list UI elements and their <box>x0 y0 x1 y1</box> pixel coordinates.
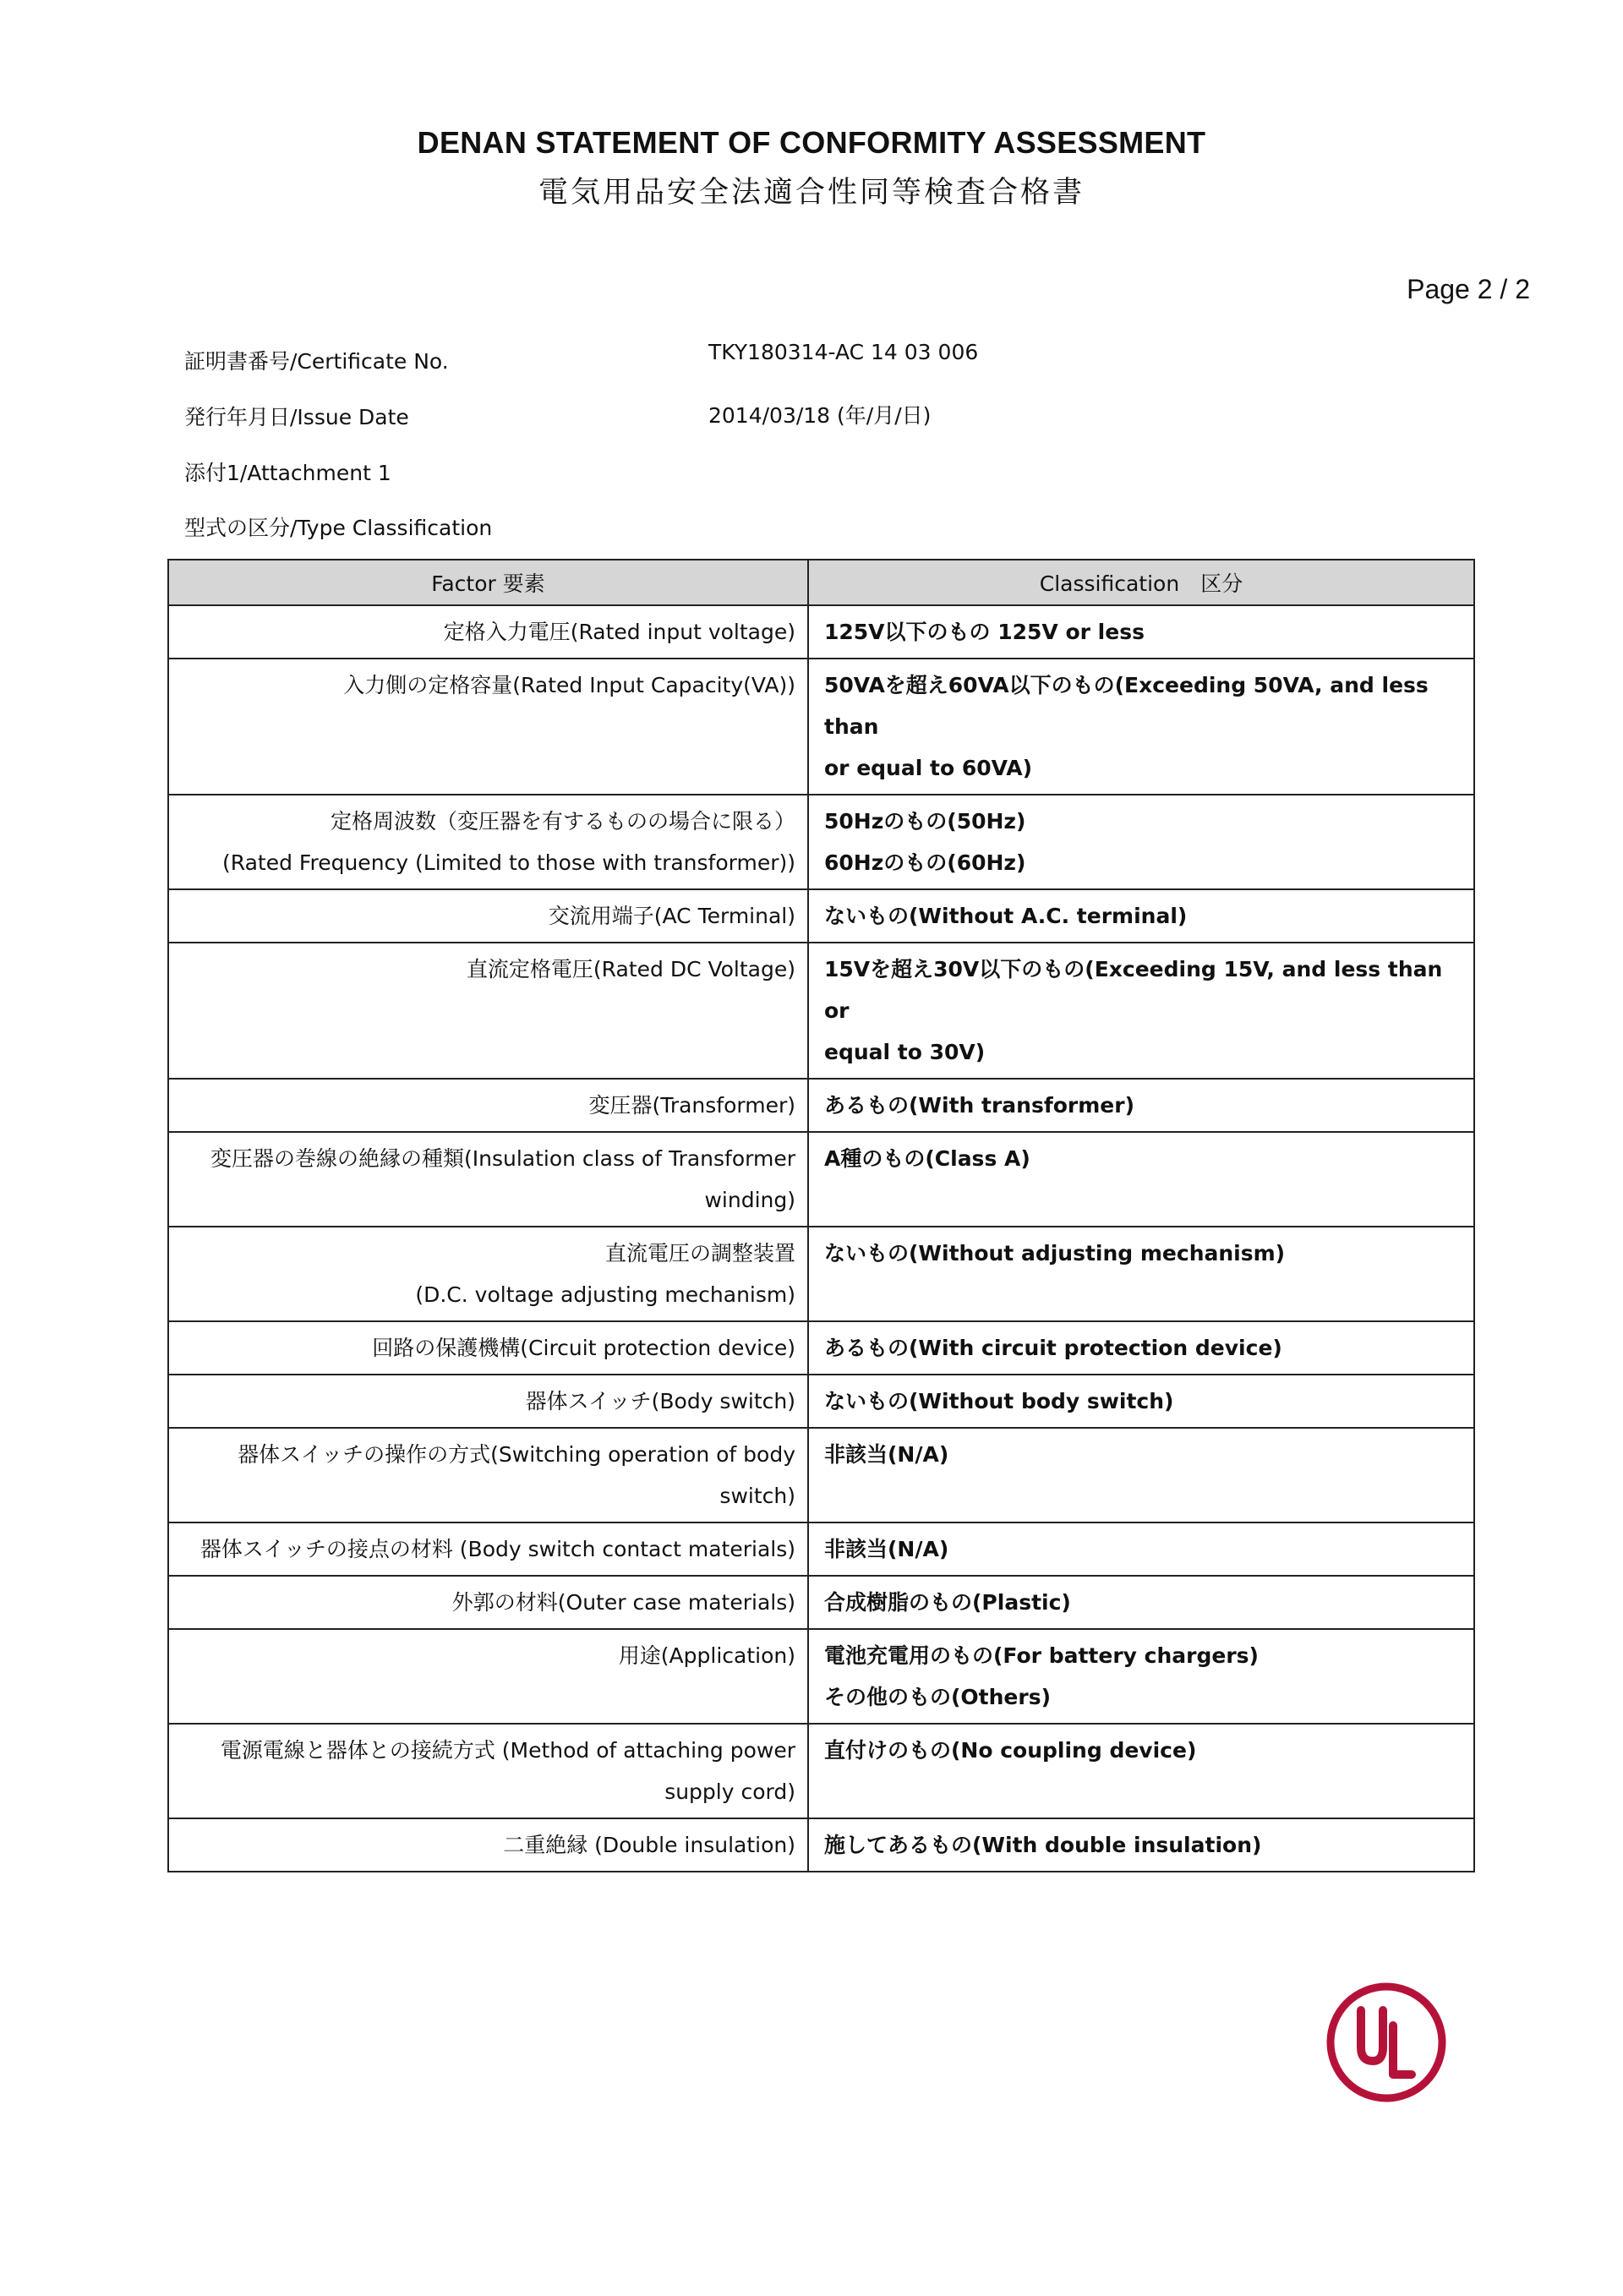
table-row <box>168 1629 1474 1724</box>
table-row <box>168 1079 1474 1132</box>
factor-text: 定格周波数（変圧器を有するものの場合に限る） <box>330 809 795 834</box>
factor-cell <box>168 1132 808 1227</box>
classification-cell <box>808 1321 1474 1375</box>
factor-text: 変圧器(Transformer) <box>588 1093 795 1118</box>
factor-cell <box>168 889 808 943</box>
factor-text: 器体スイッチの接点の材料 (Body switch contact materials) <box>199 1537 795 1561</box>
factor-cell <box>168 659 808 795</box>
classification-text: その他のもの(Others) <box>824 1685 1052 1709</box>
table-row <box>168 795 1474 889</box>
factor-cell <box>168 1576 808 1629</box>
classification-cell <box>808 659 1474 795</box>
attachment-label: 添付1/Attachment 1 <box>184 461 391 485</box>
factor-cell <box>168 943 808 1079</box>
certificate-no-label: 証明書番号/Certificate No. <box>184 349 449 374</box>
classification-text: あるもの(With circuit protection device) <box>824 1336 1282 1360</box>
classification-cell <box>808 1576 1474 1629</box>
table-row <box>168 1321 1474 1375</box>
classification-cell <box>808 1132 1474 1227</box>
classification-cell <box>808 889 1474 943</box>
classification-text: ないもの(Without body switch) <box>824 1389 1174 1413</box>
factor-cell <box>168 1321 808 1375</box>
classification-cell <box>808 1428 1474 1522</box>
classification-text: 非該当(N/A) <box>824 1537 949 1561</box>
factor-text: 変圧器の巻線の絶縁の種類(Insulation class of Transformer <box>210 1146 795 1171</box>
classification-text: 60Hzのもの(60Hz) <box>824 850 1026 875</box>
table-row <box>168 1576 1474 1629</box>
factor-cell <box>168 1428 808 1522</box>
classification-text: 50VAを超え60VA以下のもの(Exceeding 50VA, and less than <box>824 673 1429 739</box>
classification-cell <box>808 795 1474 889</box>
classification-column-header: Classification 区分 <box>808 560 1474 605</box>
table-row <box>168 659 1474 795</box>
factor-cell <box>168 1375 808 1428</box>
factor-cell <box>168 1227 808 1321</box>
classification-text: equal to 30V) <box>824 1040 986 1064</box>
type-classification-label: 型式の区分/Type Classification <box>184 516 493 540</box>
classification-cell <box>808 1818 1474 1872</box>
factor-text: 用途(Application) <box>618 1643 795 1668</box>
classification-text: ないもの(Without A.C. terminal) <box>824 904 1188 928</box>
table-row <box>168 1818 1474 1872</box>
factor-text: switch) <box>719 1484 795 1508</box>
table-row <box>168 605 1474 659</box>
document-title: DENAN STATEMENT OF CONFORMITY ASSESSMENT <box>417 125 1206 160</box>
factor-text: 直流定格電圧(Rated DC Voltage) <box>466 957 795 981</box>
issue-date-value: 2014/03/18 (年/月/日) <box>708 403 932 428</box>
factor-text: 器体スイッチの操作の方式(Switching operation of body <box>238 1442 795 1467</box>
factor-text: (D.C. voltage adjusting mechanism) <box>415 1282 795 1307</box>
classification-cell <box>808 1522 1474 1576</box>
factor-text: 定格入力電圧(Rated input voltage) <box>443 620 795 644</box>
classification-text: or equal to 60VA) <box>824 756 1033 780</box>
factor-text: 器体スイッチ(Body switch) <box>525 1389 795 1413</box>
table-row <box>168 1724 1474 1818</box>
document-title-japanese: 電気用品安全法適合性同等検査合格書 <box>538 176 1085 210</box>
type-classification-table <box>167 559 1475 1872</box>
factor-cell <box>168 1522 808 1576</box>
table-row <box>168 1227 1474 1321</box>
factor-column-header: Factor 要素 <box>168 560 808 605</box>
classification-cell <box>808 1079 1474 1132</box>
classification-cell <box>808 605 1474 659</box>
table-header-row <box>168 560 1474 605</box>
classification-text: 125V以下のもの 125V or less <box>824 620 1145 644</box>
factor-text: 回路の保護機構(Circuit protection device) <box>372 1336 795 1360</box>
classification-cell <box>808 1629 1474 1724</box>
classification-text: 施してあるもの(With double insulation) <box>824 1833 1262 1857</box>
factor-cell <box>168 1079 808 1132</box>
classification-text: 合成樹脂のもの(Plastic) <box>824 1590 1071 1615</box>
classification-cell <box>808 1724 1474 1818</box>
table-row <box>168 889 1474 943</box>
page-number: Page 2 / 2 <box>1407 274 1530 304</box>
factor-text: 入力側の定格容量(Rated Input Capacity(VA)) <box>343 673 795 697</box>
table-row <box>168 1375 1474 1428</box>
table-row <box>168 1522 1474 1576</box>
issue-date-label: 発行年月日/Issue Date <box>184 405 409 429</box>
factor-text: (Rated Frequency (Limited to those with transformer)) <box>222 850 795 875</box>
classification-cell <box>808 943 1474 1079</box>
table-row <box>168 1428 1474 1522</box>
classification-cell <box>808 1227 1474 1321</box>
factor-cell <box>168 1818 808 1872</box>
classification-text: 非該当(N/A) <box>824 1442 949 1467</box>
table-body <box>168 605 1474 1872</box>
classification-cell <box>808 1375 1474 1428</box>
classification-text: A種のもの(Class A) <box>824 1146 1030 1171</box>
factor-text: supply cord) <box>664 1779 795 1804</box>
factor-text: 外郭の材料(Outer case materials) <box>451 1590 795 1615</box>
classification-text: ないもの(Without adjusting mechanism) <box>824 1241 1286 1266</box>
ul-logo <box>1324 1980 1449 2105</box>
classification-text: あるもの(With transformer) <box>824 1093 1134 1118</box>
factor-cell <box>168 1724 808 1818</box>
factor-cell <box>168 1629 808 1724</box>
table-row <box>168 1132 1474 1227</box>
factor-cell <box>168 605 808 659</box>
classification-text: 直付けのもの(No coupling device) <box>824 1738 1197 1763</box>
factor-text: 電源電線と器体との接続方式 (Method of attaching power <box>220 1738 795 1763</box>
classification-text: 50Hzのもの(50Hz) <box>824 809 1026 834</box>
classification-text: 電池充電用のもの(For battery chargers) <box>824 1643 1259 1668</box>
ul-logo-mark <box>1324 1980 1449 2105</box>
classification-text: 15Vを超え30V以下のもの(Exceeding 15V, and less than or <box>824 957 1443 1023</box>
factor-text: 交流用端子(AC Terminal) <box>548 904 795 928</box>
factor-cell <box>168 795 808 889</box>
factor-text: 直流電圧の調整装置 <box>604 1241 795 1266</box>
factor-text: 二重絶縁 (Double insulation) <box>503 1833 795 1857</box>
certificate-no-value: TKY180314-AC 14 03 006 <box>708 340 979 364</box>
factor-text: winding) <box>704 1188 795 1212</box>
table-row <box>168 943 1474 1079</box>
